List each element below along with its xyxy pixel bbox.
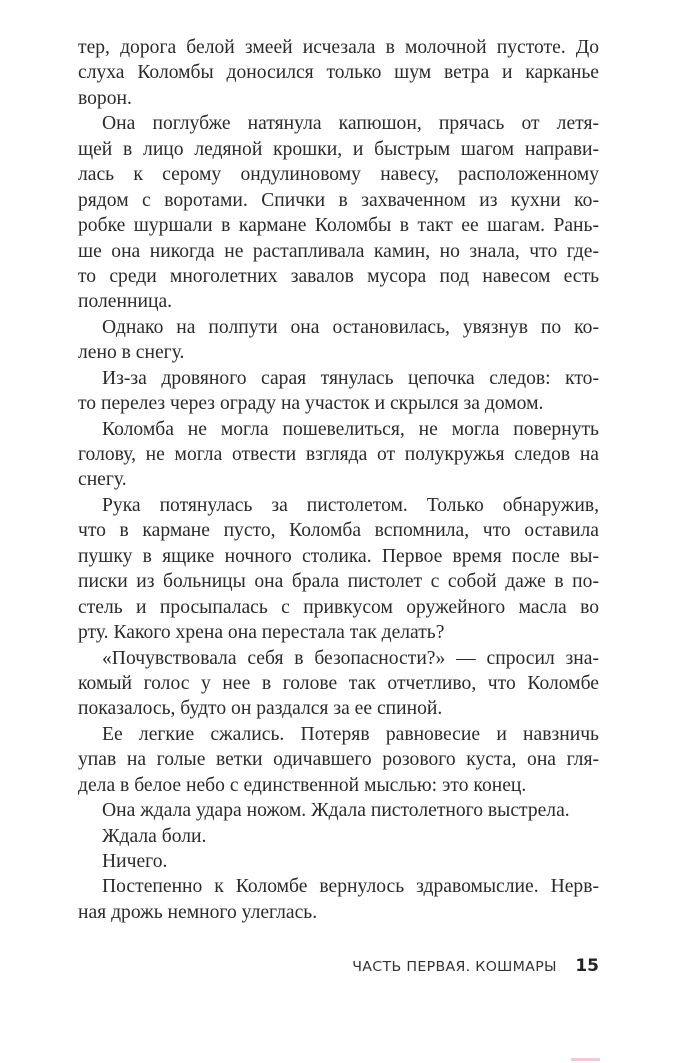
paragraph	[78, 35, 599, 111]
text-line: слуха Коломбы доносился только шум ветра и карканье	[78, 62, 599, 84]
paragraph	[78, 722, 599, 798]
text-line: голову, не могла отвести взгляда от полукружья следов на	[78, 444, 599, 465]
text-line: поленница.	[78, 291, 173, 313]
text-line: Рука потянулась за пистолетом. Только обнаружив,	[102, 494, 599, 516]
paragraph	[78, 111, 599, 315]
text-line: упав на голые ветки одичавшего розового куста, она гля-	[78, 749, 599, 771]
text-line: Ее легкие сжались. Потеряв равновесие и навзничь	[102, 723, 599, 745]
text-line: то перелез через ограду на участок и скрылся за домом.	[78, 393, 544, 415]
text-line: ная дрожь немного улеглась.	[78, 901, 318, 923]
page-footer	[0, 956, 599, 976]
text-line: снегу.	[78, 469, 127, 491]
text-line: лась к серому ондулиновому навесу, расположенному	[78, 164, 599, 186]
paragraph	[78, 824, 599, 849]
paragraph	[78, 366, 599, 417]
text-line: Ничего.	[102, 851, 168, 872]
page-number: 15	[575, 956, 599, 976]
text-line: стель и просыпалась с привкусом оружейного масла во	[78, 596, 599, 618]
text-line: Ждала боли.	[102, 825, 207, 847]
text-line: показалось, будто он раздался за ее спиной.	[78, 698, 443, 720]
paragraph	[78, 646, 599, 722]
text-line: робке шуршали в кармане Коломбы в такт ее шагам. Рань-	[78, 215, 599, 237]
body-text	[78, 35, 599, 925]
text-line: Из-за дровяного сарая тянулась цепочка следов: кто-	[102, 367, 599, 389]
text-line: что в кармане пусто, Коломба вспомнила, что оставила	[78, 520, 599, 542]
paragraph	[78, 849, 599, 874]
text-line: рядом с воротами. Спички в захваченном из кухни ко-	[78, 189, 599, 211]
text-line: ше она никогда не растапливала камин, но знала, что где-	[78, 240, 599, 262]
text-line: Коломба не могла пошевелиться, не могла повернуть	[102, 418, 599, 440]
text-line: ворон.	[78, 87, 132, 109]
text-line: Она ждала удара ножом. Ждала пистолетного выстрела.	[102, 800, 570, 822]
text-line: Однако на полпути она остановилась, увязнув по ко-	[102, 316, 599, 338]
text-line: дела в белое небо с единственной мыслью: это конец.	[78, 774, 527, 796]
paragraph	[78, 417, 599, 493]
paragraph	[78, 798, 599, 823]
text-line: «Почувствовала себя в безопасности?» — спросил зна-	[102, 647, 599, 669]
text-line: лено в снегу.	[78, 342, 185, 364]
running-head: ЧАСТЬ ПЕРВАЯ. КОШМАРЫ	[352, 959, 558, 975]
paragraph	[78, 874, 599, 925]
paragraph	[78, 315, 599, 366]
text-line: комый голос у нее в голове так отчетливо, что Коломбе	[78, 672, 599, 694]
text-line: Она поглубже натянула капюшон, прячась от летя-	[102, 113, 599, 135]
text-line: тер, дорога белой змеей исчезала в молочной пустоте. До	[78, 37, 599, 58]
text-line: писки из больницы она брала пистолет с собой даже в по-	[78, 571, 599, 593]
text-line: Постепенно к Коломбе вернулось здравомыслие. Нерв-	[102, 876, 599, 898]
scan-mark	[571, 1058, 600, 1061]
text-line: пушку в ящике ночного столика. Первое время после вы-	[78, 545, 599, 567]
paragraph	[78, 493, 599, 646]
text-line: щей в лицо ледяной крошки, и быстрым шагом направи-	[78, 138, 599, 160]
text-line: рту. Какого хрена она перестала так делать?	[78, 622, 445, 644]
text-line: то среди многолетних завалов мусора под навесом есть	[78, 265, 599, 287]
